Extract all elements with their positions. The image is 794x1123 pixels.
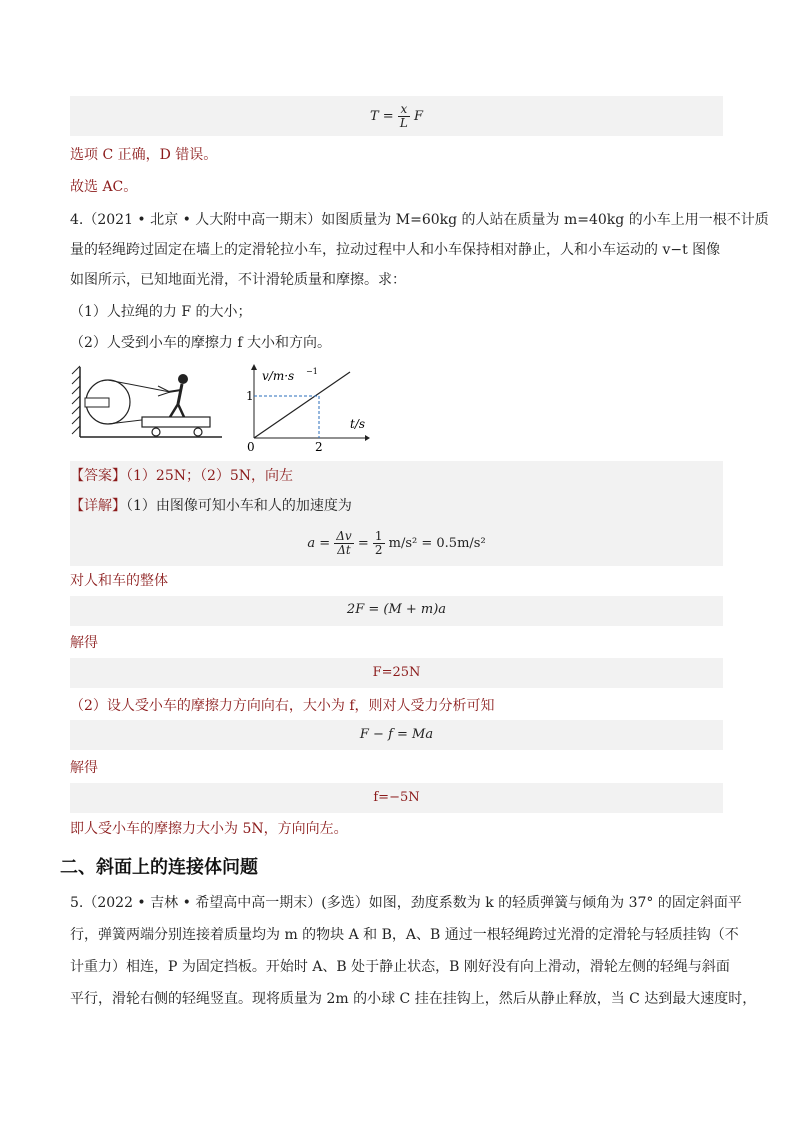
fraction-half [373,530,385,557]
question-5-line-2: 行，弹簧两端分别连接着质量均为 m 的物块 A 和 B，A、B 通过一根轻绳跨过光滑的定滑轮与轻质挂钩（不 [70,927,739,943]
result-force: F=25N [372,665,421,680]
question-4-line-3: 如图所示，已知地面光滑，不计滑轮质量和摩擦。求： [70,272,406,288]
fraction-denominator: L [399,116,408,130]
formula-tension [70,103,723,130]
answer-choice: 故选 AC。 [70,179,138,195]
question-4-line-1: 4.（2021 • 北京 • 人大附中高一期末）如图质量为 M=60kg 的人站在质量为 m=40kg 的小车上用一根不计质 [70,212,769,228]
final-conclusion: 即人受小车的摩擦力大小为 5N，方向向左。 [70,821,348,837]
question-5-line-3: 计重力）相连，P 为固定挡板。开始时 A、B 处于静止状态，B 刚好没有向上滑动，滑轮左侧的轻绳与斜面 [70,959,730,975]
fraction-numerator: x [398,103,410,117]
question-5-line-1: 5.（2022 • 吉林 • 希望高中高一期末）(多选）如图，劲度系数为 k 的轻质弹簧与倾角为 37° 的固定斜面平 [70,895,742,911]
text-whole: 对人和车的整体 [70,573,168,589]
fraction-denominator: Δt [337,543,351,557]
fraction-denominator: 2 [374,543,383,557]
formula-2f: 2F = (M + m)a [346,602,447,617]
equals-sign: = [357,536,369,551]
graph-y-label: v/m·s [262,369,295,383]
question-5-line-4: 平行，滑轮右侧的轻绳竖直。现将质量为 2m 的小球 C 挂在挂钩上，然后从静止释放，当 C 达到最大速度时， [70,991,757,1007]
formula-friction: F − f = Ma [359,727,434,742]
detail-line [70,497,352,515]
question-4-sub-1: （1）人拉绳的力 F 的大小； [70,304,252,320]
graph-x-tick: 2 [315,440,323,454]
detail-text: （1）由图像可知小车和人的加速度为 [126,498,352,514]
formula-lhs: T = [370,109,394,124]
formula-a-rhs: m/s² = 0.5m/s² [388,536,486,551]
v-t-graph [240,362,370,457]
solve-label-2: 解得 [70,760,98,776]
fraction [398,103,410,130]
question-4-sub-2: （2）人受到小车的摩擦力 f 大小和方向。 [70,335,331,351]
graph-y-label-exponent: −1 [306,367,318,376]
formula-rhs: F [413,109,423,124]
detail-tag: 【详解】 [70,498,126,514]
fraction-numerator: Δv [336,529,352,543]
question-4-line-2: 量的轻绳跨过固定在墙上的定滑轮拉小车，拉动过程中人和小车保持相对静止，人和小车运动的 v−t 图像 [70,242,721,258]
fraction-numerator: 1 [374,529,383,543]
graph-origin: 0 [247,440,255,454]
solve-label-1: 解得 [70,635,98,651]
text-part-2: （2）设人受小车的摩擦力方向向右，大小为 f，则对人受力分析可知 [70,698,495,714]
graph-x-label: t/s [350,417,366,431]
result-friction: f=−5N [373,790,420,805]
section-title: 二、斜面上的连接体问题 [60,857,258,878]
formula-a-lhs: a = [307,536,331,551]
answer-line [70,467,293,485]
fraction-dv-dt [334,530,353,557]
conclusion-line: 选项 C 正确，D 错误。 [70,147,218,163]
answer-tag: 【答案】 [70,468,126,484]
graph-y-tick: 1 [246,389,254,403]
answer-text: （1）25N；（2）5N，向左 [126,468,294,484]
formula-acceleration [70,530,723,557]
